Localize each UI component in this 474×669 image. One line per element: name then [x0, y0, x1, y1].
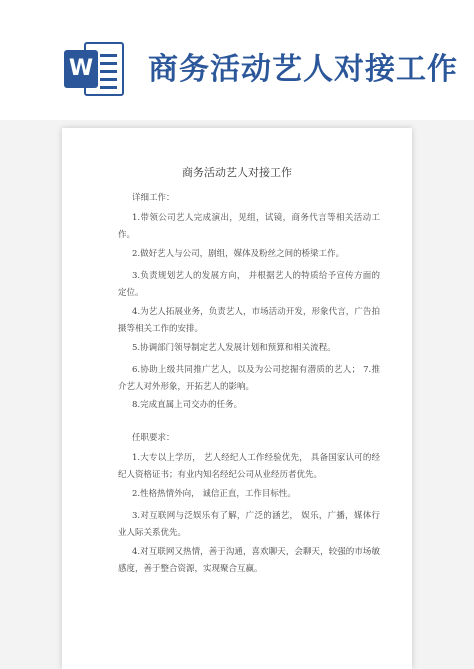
document-page: [62, 128, 412, 669]
duty-item: 3.负责规划艺人的发展方向， 并根据艺人的特质给予宣传方面的定位。: [118, 271, 380, 298]
requirement-item: 3.对互联网与泛娱乐有了解，广泛的涵艺， 娱乐，广播，媒体行业人际关系优先。: [118, 511, 380, 538]
duty-item: 1.带领公司艺人完成演出，见组，试镜，商务代言等相关活动工作。: [118, 213, 380, 240]
duties-heading: 详细工作：: [132, 193, 175, 203]
duty-item: 4.为艺人拓展业务，负责艺人，市场活动开发，形象代言，广告拍摄等相关工作的安排。: [118, 307, 380, 334]
word-badge: W: [64, 50, 98, 88]
duty-item: 5.协调部门领导制定艺人发展计划和预算和相关流程。: [132, 343, 336, 353]
header-banner: [0, 0, 474, 120]
duty-item: 6.协助上级共同推广艺人，以及为公司挖掘有潜质的艺人； 7.推介艺人对外形象，开拓艺人的影响。: [118, 365, 380, 392]
word-icon: [64, 40, 126, 98]
duty-item: 8.完成直属上司交办的任务。: [132, 400, 243, 410]
banner-title: 商务活动艺人对接工作: [148, 52, 458, 87]
duty-item: 2.做好艺人与公司，剧组，媒体及粉丝之间的桥梁工作。: [132, 249, 345, 259]
requirement-item: 4.对互联网又热情，善于沟通，喜欢聊天，会聊天，较强的市场敏感度，善于整合资源，实现聚合互赢。: [118, 547, 380, 574]
document-title: 商务活动艺人对接工作: [182, 166, 292, 179]
requirement-item: 1.大专以上学历， 艺人经纪人工作经验优先， 具备国家认可的经纪人资格证书；有业内知名经纪公司从业经历者优先。: [118, 453, 380, 480]
requirement-item: 2.性格热情外向， 诚信正直，工作目标性。: [132, 489, 296, 499]
requirements-heading: 任职要求：: [132, 433, 175, 443]
